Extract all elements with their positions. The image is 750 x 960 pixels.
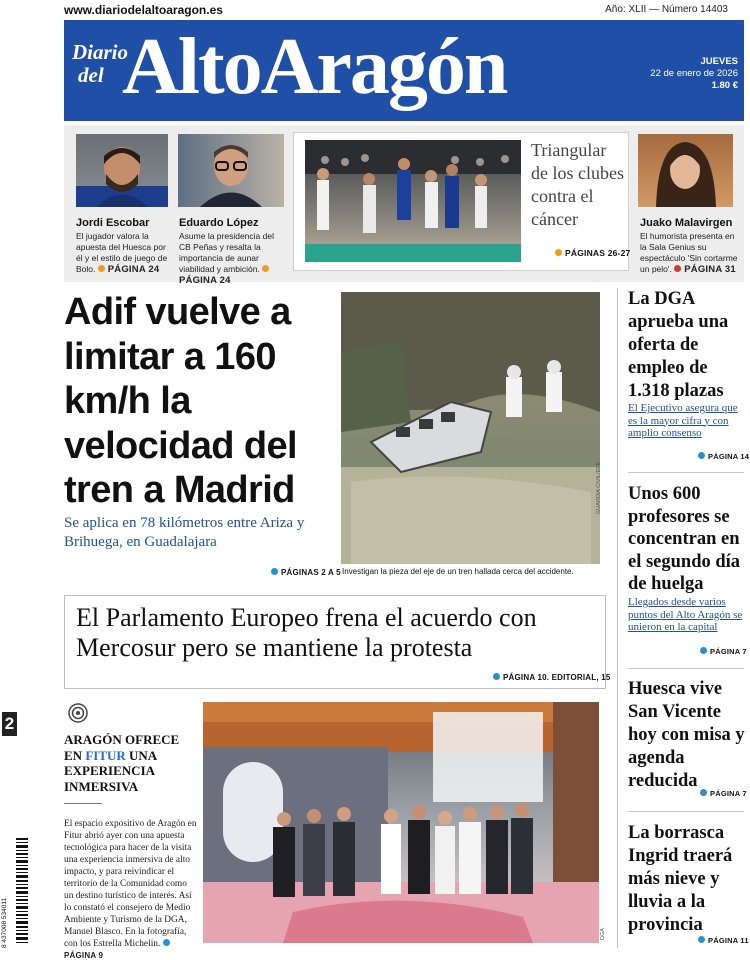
masthead-date-block [650, 56, 738, 92]
fitur-body-text: El espacio expositivo de Aragón en Fitur abrió ayer con una apuesta tecnológica para hacer de la visita una experiencia inmersiva de alto impacto, y para reivindicar el territorio de la Comunidad como un destino turístico de interés. Así lo constató el consejero de Medio Ambiente y Turismo de la DGA, Manuel Blasco. En la fotografía, con los Estrella Michelin. [64, 819, 197, 949]
fitur-stand-illustration [203, 702, 599, 943]
barcode-digits: 8 437008 534011 [1, 897, 8, 948]
fitur-photo-stand[interactable] [203, 702, 599, 943]
sidebar-separator [628, 668, 744, 669]
teaser-text-body: El humorista presenta en la Sala Genius su espectáculo 'Sin cortarme un pelo'. [640, 231, 738, 274]
masthead-day: JUEVES [700, 56, 738, 67]
fitur-title-part1: ARAGÓN OFRECE EN [64, 732, 180, 763]
sidebar-subhead: Llegados desde varios puntos del Alto Aragón se unieron en la capital [628, 596, 743, 633]
second-headline[interactable]: El Parlamento Europeo frena el acuerdo con Mercosur pero se mantiene la protesta [76, 603, 537, 662]
teaser-page-ref[interactable]: PÁGINA 31 [674, 264, 736, 275]
teaser-name: Jordi Escobar [76, 217, 150, 229]
sidebar-headline[interactable]: La borrasca Ingrid traerá más nieve y lluvia a la provincia [628, 823, 733, 935]
teaser-text-body: Asume la presidencia del CB Peñas y resalta la importancia de aunar viabilidad y ambición. [179, 231, 274, 274]
fitur-page-ref[interactable]: PÁGINA 9 [64, 939, 173, 960]
teaser-photo-eduardo-lopez[interactable] [178, 134, 284, 207]
sidebar-page-ref[interactable]: PÁGINA 11 [698, 936, 749, 945]
fitur-photo-credit: DGA [600, 928, 606, 940]
portrait-illustration [638, 134, 733, 207]
fitur-title-part2: UNA EXPERIENCIA INMERSIVA [64, 747, 157, 794]
bullet-icon [698, 452, 705, 459]
teaser-photo-juako-malavirgen[interactable] [638, 134, 733, 207]
teaser-photo-jordi-escobar[interactable] [76, 134, 168, 207]
spiral-logo-icon [67, 702, 89, 724]
bullet-icon [262, 265, 269, 272]
sidebar-separator [628, 472, 744, 473]
sidebar-page-ref[interactable]: PÁGINA 7 [700, 789, 747, 798]
teaser-name: Eduardo López [179, 217, 259, 229]
bullet-icon [98, 265, 105, 272]
bullet-icon [700, 647, 707, 654]
feature-teaser-page-ref[interactable]: PÁGINAS 26-27 [555, 248, 630, 258]
bullet-icon [493, 673, 500, 680]
masthead-diario: Diario [72, 40, 129, 64]
lead-photo-train-accident[interactable] [341, 292, 600, 564]
lead-subhead: Se aplica en 78 kilómetros entre Ariza y Brihuega, en Guadalajara [64, 515, 305, 550]
sidebar-divider [617, 288, 618, 948]
masthead-del: del [78, 63, 104, 87]
masthead-price: 1.80 € [711, 80, 738, 91]
sidebar-headline[interactable]: Unos 600 profesores se concentran en el segundo día de huelga [628, 484, 741, 594]
train-wreck-scene-illustration [341, 292, 600, 564]
second-page-ref[interactable]: PÁGINA 10. EDITORIAL, 15 [493, 673, 611, 682]
sidebar-separator [628, 811, 744, 812]
sidebar-page-ref[interactable]: PÁGINA 14 [698, 452, 749, 461]
lead-page-ref[interactable]: PÁGINAS 2 A 5 [271, 568, 341, 577]
sidebar-headline[interactable]: La DGA aprueba una oferta de empleo de 1.318 plazas [628, 289, 729, 401]
lead-photo-credit: GUARDIA CIVIL/EFE [596, 461, 602, 514]
fitur-title-highlight: FITUR [85, 747, 126, 763]
fitur-body [64, 818, 198, 960]
teaser-text [640, 231, 740, 275]
teaser-text-body: El jugador valora la apuesta del Huesca por él y el estilo de juego de Bolo. [76, 231, 168, 274]
lead-headline[interactable]: Adif vuelve a limitar a 160 km/h la velocidad del tren a Madrid [64, 291, 297, 511]
bullet-icon [698, 936, 705, 943]
masthead-date: 22 de enero de 2026 [650, 68, 738, 79]
sidebar-subhead: El Ejecutivo asegura que es la mayor cifra y con amplio consenso [628, 402, 738, 439]
teaser-page-ref[interactable]: PÁGINA 24 [179, 264, 272, 286]
sidebar-headline[interactable]: Huesca vive San Vicente hoy con misa y agenda reducida [628, 679, 745, 791]
teaser-text [76, 231, 172, 275]
feature-teaser-title[interactable]: Triangular de los clubes contra el cáncer [531, 140, 624, 229]
portrait-illustration [76, 134, 168, 207]
masthead [64, 20, 744, 121]
teaser-name: Juako Malavirgen [640, 217, 733, 229]
bullet-icon [700, 789, 707, 796]
website-url[interactable]: www.diariodelaltoaragon.es [64, 3, 223, 17]
teaser-page-ref[interactable]: PÁGINA 24 [98, 264, 160, 275]
lead-photo-caption: Investigan la pieza del eje de un tren hallada cerca del accidente. [342, 567, 574, 576]
masthead-title: AltoAragón [122, 23, 507, 111]
section-number-badge: 2 [2, 712, 17, 736]
sidebar-page-ref[interactable]: PÁGINA 7 [700, 647, 747, 656]
feature-teaser-photo-basketball[interactable] [305, 140, 521, 262]
bullet-icon [163, 939, 170, 946]
fitur-divider [64, 803, 102, 804]
teaser-text [179, 231, 286, 286]
fitur-logo-icon [67, 702, 89, 724]
issue-number: Año: XLII — Número 14403 [605, 4, 728, 15]
bullet-icon [674, 265, 681, 272]
bullet-icon [271, 568, 278, 575]
bullet-icon [555, 249, 562, 256]
basketball-scene-illustration [305, 140, 521, 262]
fitur-title[interactable] [64, 732, 199, 794]
portrait-illustration [178, 134, 284, 207]
